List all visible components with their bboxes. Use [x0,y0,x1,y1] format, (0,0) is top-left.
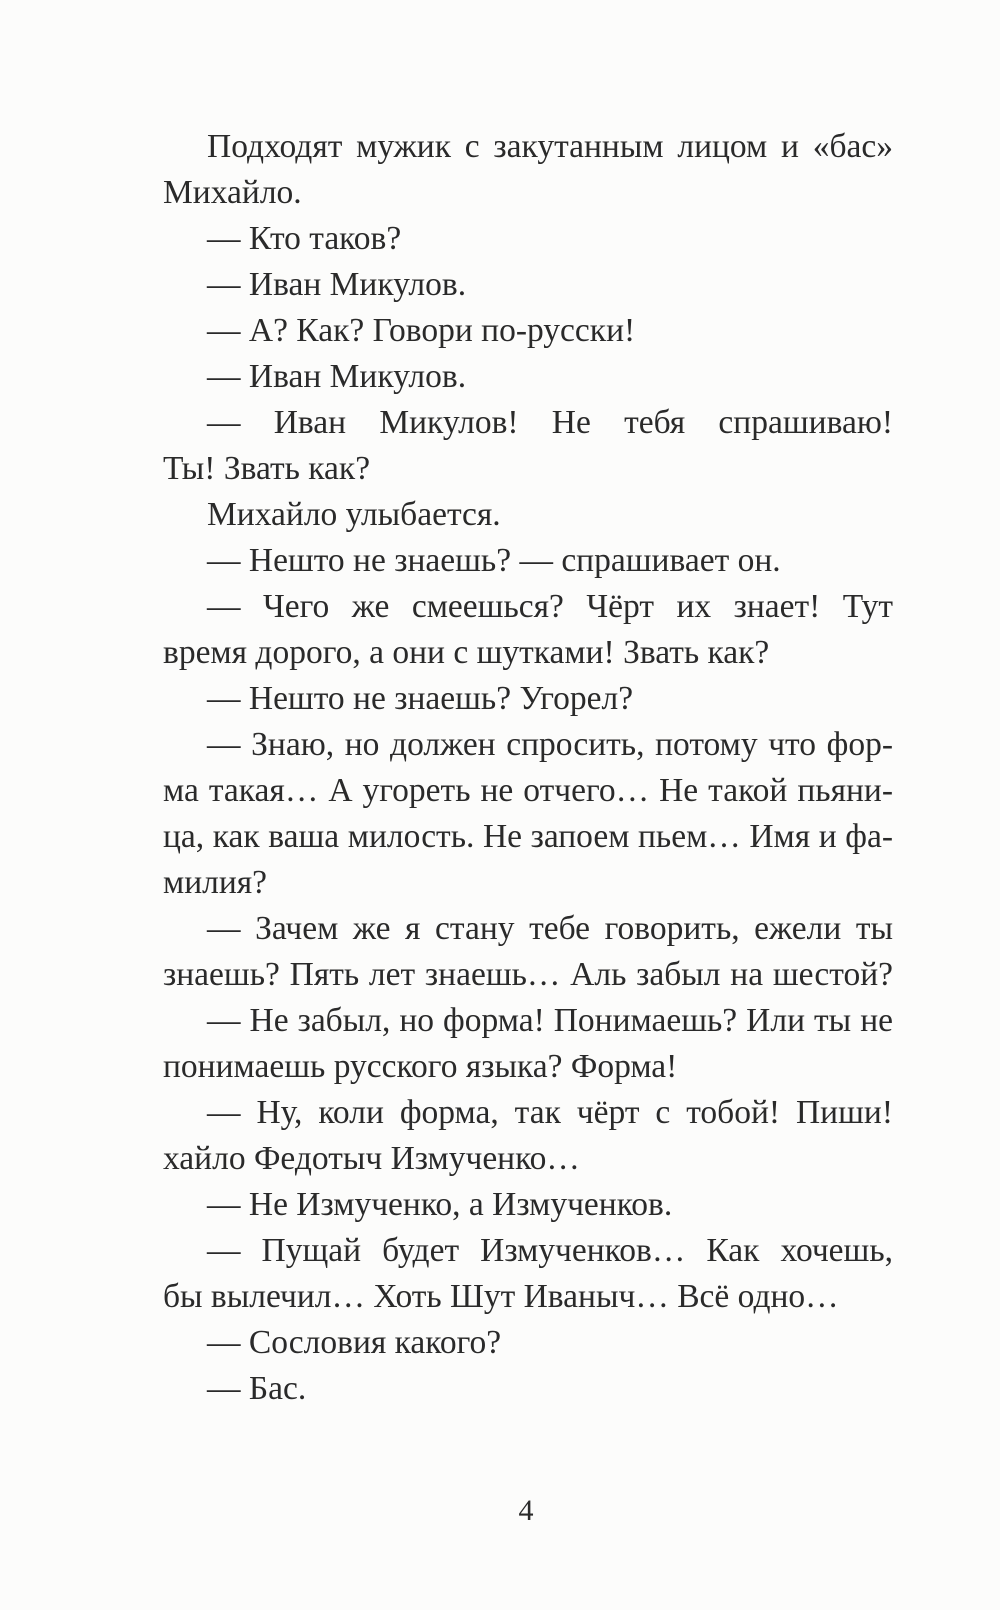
text-line: — Иван Микулов. [207,358,467,395]
text-line: Ты! Звать как? [163,450,371,487]
text-line: — Ну, коли форма, так чёрт с тобой! Пиши! [207,1094,893,1131]
text-line: — А? Как? Говори по-русски! [207,312,636,349]
text-line: — Чего же смеешься? Чёрт их знает! Тут [207,588,893,625]
text-line: — Иван Микулов. [207,266,467,303]
page-number: 4 [518,1494,534,1527]
text-line: ца, как ваша милость. Не запоем пьем… Имя и фа- [163,818,893,855]
text-line: милия? [163,864,268,901]
text-line: знаешь? Пять лет знаешь… Аль забыл на шестой? [163,956,893,993]
text-line: — Пущай будет Измученков… Как хочешь, [207,1232,893,1269]
text-line: — Сословия какого? [207,1324,502,1361]
text-line: бы вылечил… Хоть Шут Иваныч… Всё одно… [163,1278,839,1315]
text-line: — Иван Микулов! Не тебя спрашиваю! [207,404,893,441]
text-line: Михайло. [163,174,302,211]
text-line: — Бас. [207,1370,307,1407]
text-line: время дорого, а они с шутками! Звать как? [163,634,770,671]
text-line: — Зачем же я стану тебе говорить, ежели ты [207,910,893,947]
text-line: — Не Измученко, а Измученков. [207,1186,673,1223]
text-line: хайло Федотыч Измученко… [163,1140,580,1177]
text-line: — Нешто не знаешь? Угорел? [207,680,634,717]
text-line: Михайло улыбается. [207,496,501,533]
text-line: понимаешь русского языка? Форма! [163,1048,678,1085]
body-text [163,124,893,1412]
text-line: — Не забыл, но форма! Понимаешь? Или ты не [207,1002,893,1039]
text-line: ма такая… А угореть не отчего… Не такой пьяни- [163,772,893,809]
text-line: — Знаю, но должен спросить, потому что фор- [207,726,893,763]
text-line: — Нешто не знаешь? — спрашивает он. [207,542,781,579]
text-line: — Кто таков? [207,220,402,257]
text-line: Подходят мужик с закутанным лицом и «бас» [207,128,893,165]
